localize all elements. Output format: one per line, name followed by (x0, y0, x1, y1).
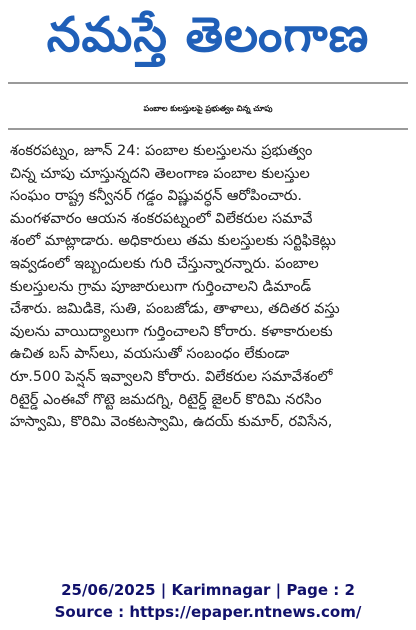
article-line: కులస్తులను గ్రామ పూజారులుగా గుర్తించాలని డిమాండ్ (10, 278, 312, 295)
edition-info: 25/06/2025 | Karimnagar | Page : 2 (61, 581, 355, 599)
article-body (10, 140, 406, 540)
article-headline: పంబాల కులస్తులపై ప్రభుత్వం చిన్న చూపు (143, 104, 273, 113)
article-line: రిటైర్డ్ ఎంఈవో గొట్టె జమదగ్ని, రిటైర్డ్ జైలర్ కొరిమి నరసిం (10, 391, 322, 408)
headline-top-rule (8, 82, 408, 84)
article-line: శంలో మాట్లాడారు. అధికారులు తమ కులస్తులకు సర్టిఫికెట్లు (10, 233, 336, 250)
article-line: ఉచిత బస్ పాస్‌లు, వయసుతో సంబంధం లేకుండా (10, 346, 290, 363)
article-line: హస్వామి, కొరిమి వెంకటస్వామి, ఉదయ్ కుమార్, రవిసేన, (10, 414, 333, 431)
article-line: వులను వాయిద్యాలుగా గుర్తించాలని కోరారు. కళాకారులకు (10, 323, 333, 340)
article-line: చిన్న చూపు చూస్తున్నదని తెలంగాణ పంబాల కులస్తుల (10, 165, 310, 182)
article-line: రూ.500 పెన్షన్ ఇవ్వాలని కోరారు. విలేకరుల సమావేశంలో (10, 368, 333, 385)
article-line: మంగళవారం ఆయన శంకరపట్నంలో విలేకరుల సమావే (10, 210, 313, 227)
article-line: సంఘం రాష్ట్ర కన్వీనర్ గడ్డం విష్ణువర్ధన్ ఆరోపించారు. (10, 188, 302, 205)
newspaper-masthead (0, 0, 416, 70)
headline-bottom-rule (8, 128, 408, 130)
article-line: ఇవ్వడంలో ఇబ్బందులకు గురి చేస్తున్నారన్నారు. పంబాల (10, 255, 319, 272)
article-line: చేశారు. జమిడికె, సుతి, పంబజోడు, తాళాలు, తదితర వస్తు (10, 301, 340, 318)
source-link[interactable]: Source : https://epaper.ntnews.com/ (54, 603, 362, 621)
masthead-logo: నమస్తే తెలంగాణ (46, 7, 370, 63)
article-line: శంకరపట్నం, జూన్ 24: పంబాల కులస్తులను ప్రభుత్వం (10, 143, 313, 159)
